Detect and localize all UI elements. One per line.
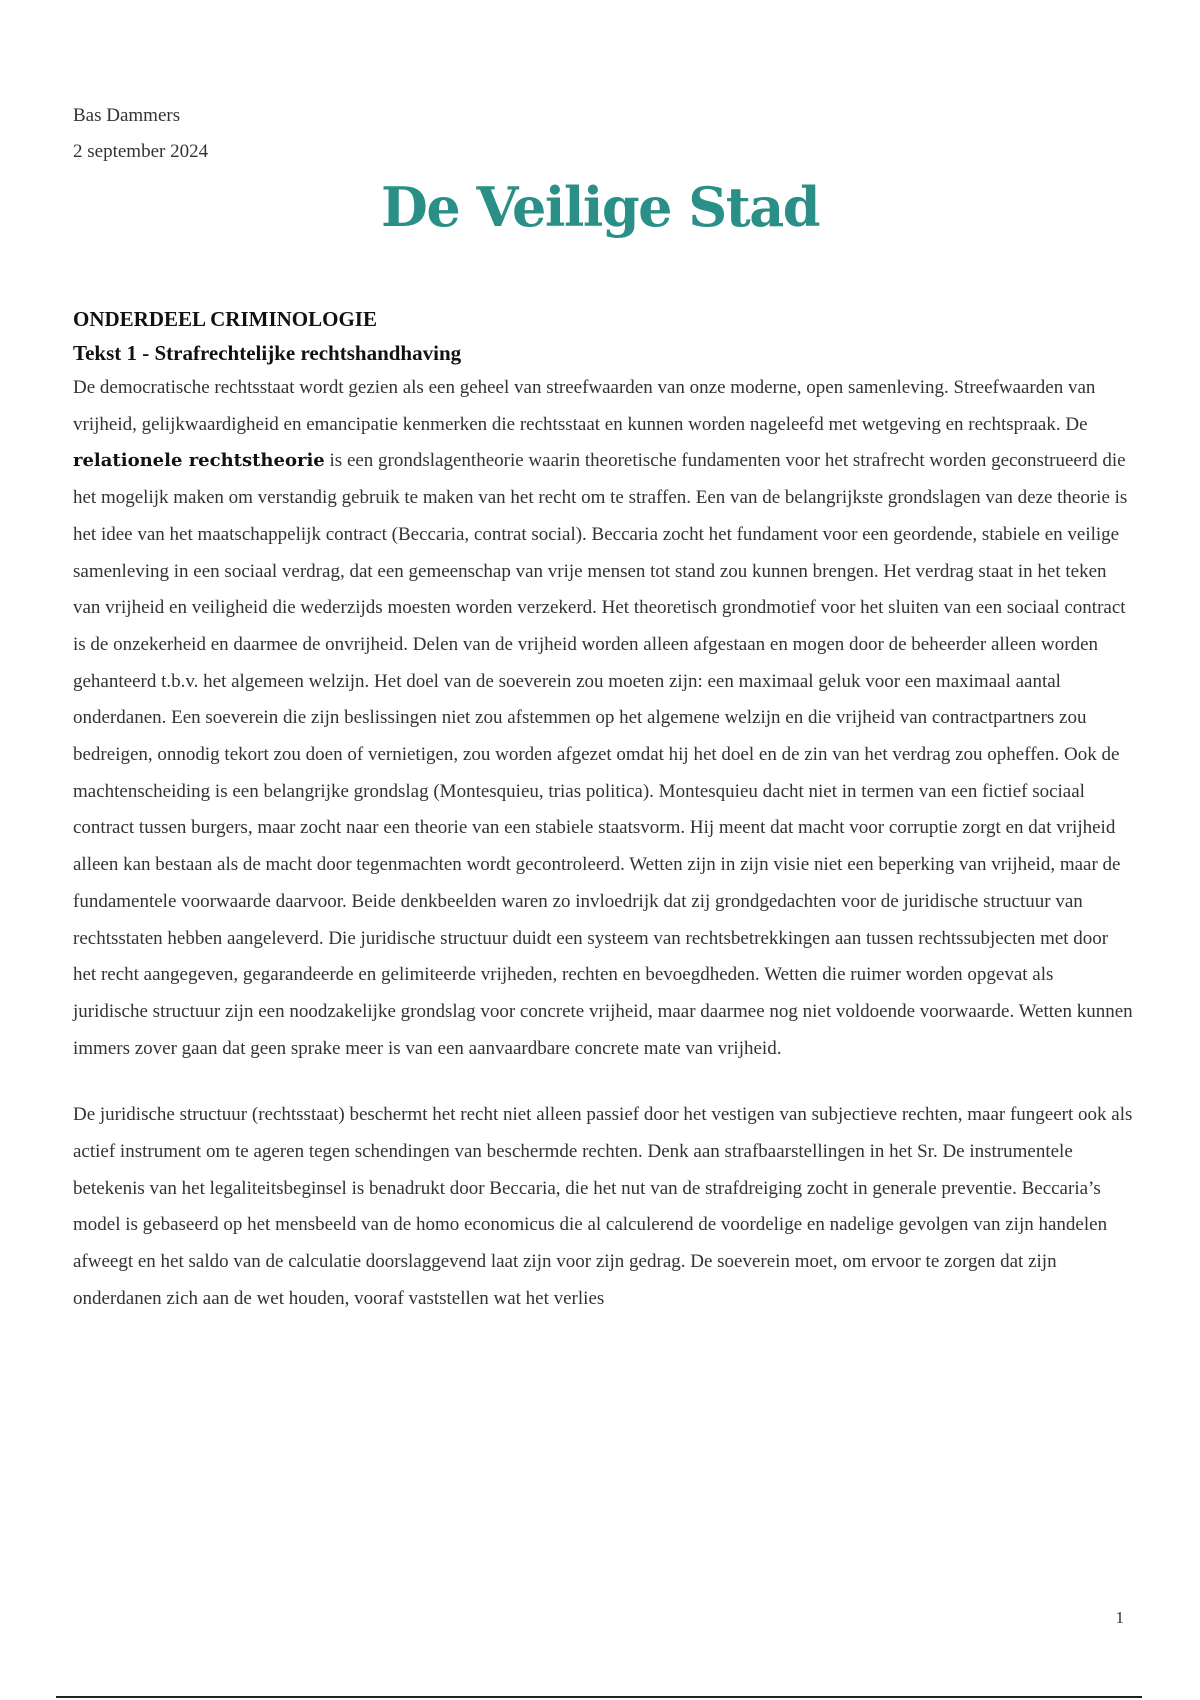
document-meta: [73, 98, 208, 170]
footer-divider: [56, 1696, 1142, 1698]
text-heading: Tekst 1 - Strafrechtelijke rechtshandhaving: [73, 341, 462, 365]
paragraph-1: [73, 370, 1133, 1067]
document-body: [73, 302, 1133, 1318]
bold-term: relationele rechtstheorie: [73, 450, 325, 472]
document-date: 2 september 2024: [73, 141, 209, 162]
author-name: Bas Dammers: [73, 105, 181, 126]
paragraph-1-start: De democratische rechtsstaat wordt gezien als een geheel van streefwaarden van onze moderne, open samenleving. Streefwaarden van vrijheid, gelijkwaardigheid en emancipatie kenmerken die rechtsstaat en kunnen worden nageleefd met wetgeving en rechtspraak. De: [73, 377, 1096, 435]
paragraph-1-rest: is een grondslagentheorie waarin theoretische fundamenten voor het strafrecht worden geconstrueerd die het mogelijk maken om verstandig gebruik te maken van het recht om te straffen. Een van de belangrijkste grondslagen van deze theorie is het idee van het maatschappelijk contract (Beccaria, contrat social). Beccaria zocht het fundament voor een geordende, stabiele en veilige samenleving in een sociaal verdrag, dat een gemeenschap van vrije mensen tot stand zou kunnen brengen. Het verdrag staat in het teken van vrijheid en veiligheid die wederzijds moesten worden verzekerd. Het theoretisch grondmotief voor het sluiten van een sociaal contract is de onzekerheid en daarmee de onvrijheid. Delen van de vrijheid worden alleen afgestaan en mogen door de beheerder alleen worden gehanteerd t.b.v. het algemeen welzijn. Het doel van de soeverein zou moeten zijn: een maximaal geluk voor een maximaal aantal onderdanen. Een soeverein die zijn beslissingen niet zou afstemmen op het algemene welzijn en die vrijheid van contractpartners zou bedreigen, onnodig tekort zou doen of vernietigen, zou worden afgezet omdat hij het doel en de zin van het verdrag zou opheffen. Ook de machtenscheiding is een belangrijke grondslag (Montesquieu, trias politica). Montesquieu dacht niet in termen van een fictief sociaal contract tussen burgers, maar zocht naar een theorie van een stabiele staatsvorm. Hij meent dat macht voor corruptie zorgt en dat vrijheid alleen kan bestaan als de macht door tegenmachten wordt gecontroleerd. Wetten zijn in zijn visie niet een beperking van vrijheid, maar de fundamentele voorwaarde daarvoor. Beide denkbeelden waren zo invloedrijk dat zij grondgedachten voor de juridische structuur van rechtsstaten hebben aangeleverd. Die juridische structuur duidt een systeem van rechtsbetrekkingen aan tussen rechtssubjecten met door het recht aangegeven, gegarandeerde en gelimiteerde vrijheden, rechten en bevoegdheden. Wetten die ruimer worden opgevat als juridische structuur zijn een noodzakelijke grondslag voor concrete vrijheid, maar daarmee nog niet voldoende voorwaarde. Wetten kunnen immers zover gaan dat geen sprake meer is van een aanvaardbare concrete mate van vrijheid.: [73, 450, 1133, 1059]
page-number: 1: [1115, 1608, 1124, 1627]
section-heading: ONDERDEEL CRIMINOLOGIE: [73, 307, 377, 331]
document-title: De Veilige Stad: [381, 175, 819, 239]
paragraph-2: De juridische structuur (rechtsstaat) beschermt het recht niet alleen passief door het vestigen van subjectieve rechten, maar fungeert ook als actief instrument om te ageren tegen schendingen van beschermde rechten. Denk aan strafbaarstellingen in het Sr. De instrumentele betekenis van het legaliteitsbeginsel is benadrukt door Beccaria, die het nut van de strafdreiging zocht in generale preventie. Beccaria’s model is gebaseerd op het mensbeeld van de homo economicus die al calculerend de voordelige en nadelige gevolgen van zijn handelen afweegt en het saldo van de calculatie doorslaggevend laat zijn voor zijn gedrag. De soeverein moet, om ervoor te zorgen dat zijn onderdanen zich aan de wet houden, vooraf vaststellen wat het verlies: [73, 1104, 1133, 1309]
